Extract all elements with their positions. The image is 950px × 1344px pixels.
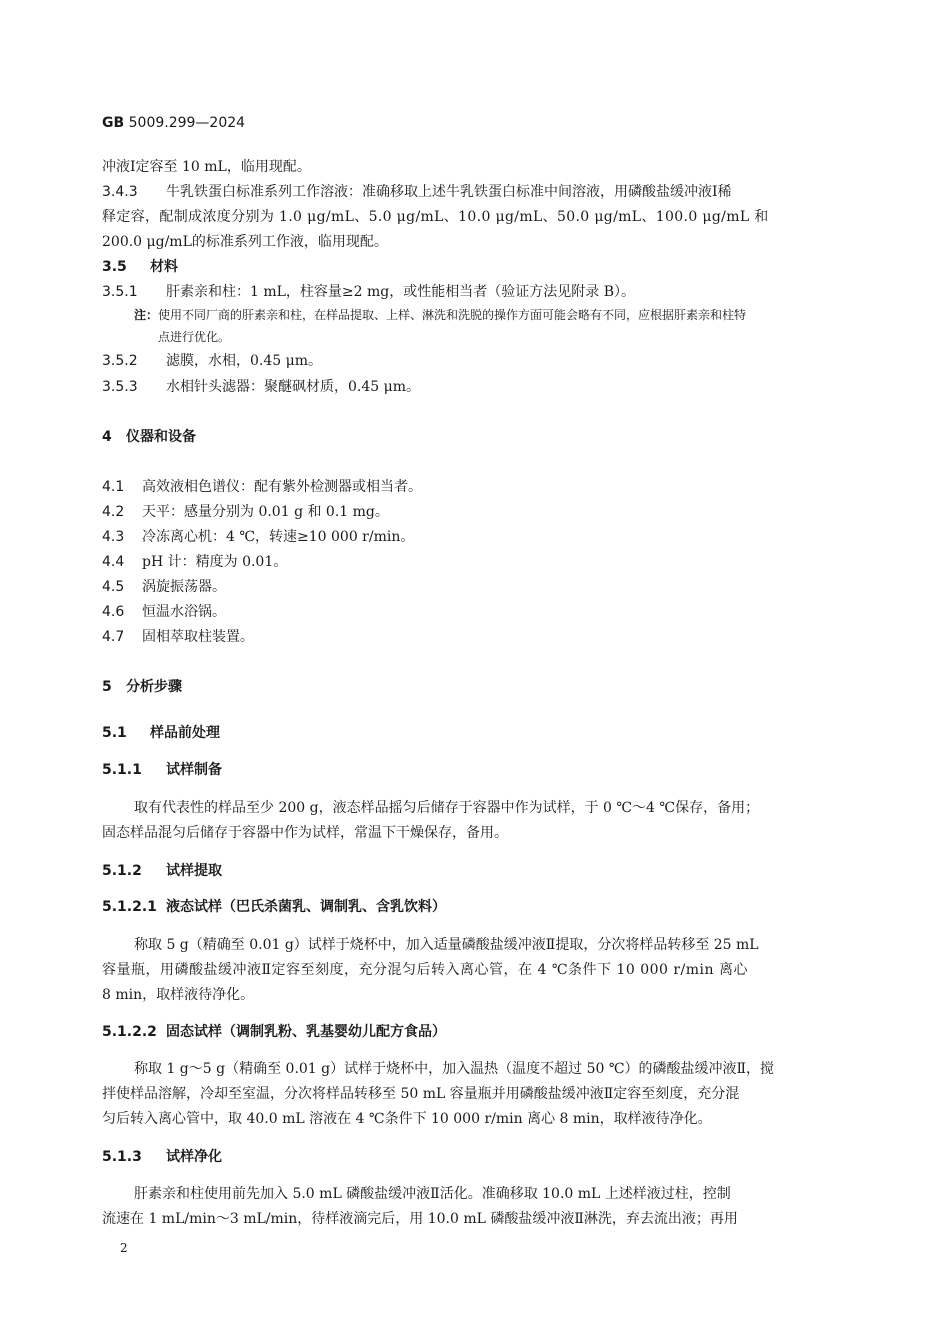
note-label: 注：: [134, 308, 159, 322]
clause-3-4-3: [102, 183, 732, 201]
text-line: 固相萃取柱装置。: [142, 629, 254, 645]
clause-4-2: [102, 503, 389, 521]
page-number: 2: [120, 1241, 128, 1255]
section-number: 5.1.2: [102, 863, 142, 879]
text-line: 冲液Ⅰ定容至 10 mL，临用现配。: [102, 159, 311, 175]
text-line: 固态样品混匀后储存于容器中作为试样，常温下干燥保存，备用。: [102, 825, 508, 841]
clause-number: 4.3: [102, 529, 125, 545]
clause-4-7: [102, 628, 254, 646]
clause-4-3: [102, 528, 414, 546]
text-line: 200.0 μg/mL的标准系列工作液，临用现配。: [102, 234, 388, 250]
section-number: 5.1.2.1: [102, 899, 157, 915]
standard-code: 5009.299—2024: [128, 115, 246, 131]
section-3-5-heading: [102, 258, 178, 276]
text-line: 肝素亲和柱使用前先加入 5.0 mL 磷酸盐缓冲液Ⅱ活化。准确移取 10.0 mL 上述样液过柱，控制: [134, 1186, 731, 1202]
text-line: 匀后转入离心管中，取 40.0 mL 溶液在 4 ℃条件下 10 000 r/min 离心 8 min，取样液待净化。: [102, 1111, 712, 1127]
text-line: 释定容，配制成浓度分别为 1.0 μg/mL、5.0 μg/mL、10.0 μg/mL、50.0 μg/mL、100.0 μg/mL 和: [102, 209, 769, 225]
text-line: 涡旋振荡器。: [142, 579, 226, 595]
clause-4-4: [102, 553, 287, 571]
clause-number: 4.1: [102, 479, 125, 495]
text-line: pH 计：精度为 0.01。: [142, 554, 288, 570]
text-line: 取有代表性的样品至少 200 g，液态样品摇匀后储存于容器中作为试样，于 0 ℃～4 ℃保存，备用；: [134, 800, 760, 816]
text-line: 冷冻离心机：4 ℃，转速≥10 000 r/min。: [142, 529, 415, 545]
section-5-1-3-heading: [102, 1148, 222, 1166]
section-number: 5.1.2.2: [102, 1024, 157, 1040]
clause-number: 4.4: [102, 554, 125, 570]
clause-4-6: [102, 603, 226, 621]
text-line: 容量瓶，用磷酸盐缓冲液Ⅱ定容至刻度，充分混匀后转入离心管，在 4 ℃条件下 10 000 r/min 离心: [102, 962, 748, 978]
text-line: 肝素亲和柱：1 mL，柱容量≥2 mg，或性能相当者（验证方法见附录 B）。: [166, 284, 635, 300]
text-line: 滤膜，水相，0.45 μm。: [166, 353, 322, 369]
text-line: 天平：感量分别为 0.01 g 和 0.1 mg。: [142, 504, 389, 520]
clause-number: 4.5: [102, 579, 125, 595]
section-5-1-2-heading: [102, 862, 222, 880]
text-line: 称取 5 g（精确至 0.01 g）试样于烧杯中，加入适量磷酸盐缓冲液Ⅱ提取，分次将样品转移至 25 mL: [134, 937, 759, 953]
section-5-heading: [102, 678, 182, 696]
clause-3-5-1: [102, 283, 635, 301]
text-line: 称取 1 g～5 g（精确至 0.01 g）试样于烧杯中，加入温热（温度不超过 50 ℃）的磷酸盐缓冲液Ⅱ，搅: [134, 1061, 775, 1077]
text-line: 水相针头滤器：聚醚砜材质，0.45 μm。: [166, 379, 420, 395]
section-title: 试样制备: [166, 762, 222, 778]
note-line: 点进行优化。: [158, 330, 231, 344]
clause-4-1: [102, 478, 422, 496]
text-line: 牛乳铁蛋白标准系列工作溶液：准确移取上述牛乳铁蛋白标准中间溶液，用磷酸盐缓冲液Ⅰ稀: [166, 184, 732, 200]
clause-number: 4.6: [102, 604, 125, 620]
text-line: 拌使样品溶解，冷却至室温，分次将样品转移至 50 mL 容量瓶并用磷酸盐缓冲液Ⅱ定容至刻度，充分混: [102, 1086, 740, 1102]
section-4-heading: [102, 428, 196, 446]
clause-3-5-3: [102, 378, 420, 396]
clause-number: 4.7: [102, 629, 125, 645]
clause-number: 4.2: [102, 504, 125, 520]
section-title: 仪器和设备: [126, 429, 196, 445]
section-title: 试样净化: [166, 1149, 222, 1165]
page-header: [102, 114, 245, 132]
section-title: 液态试样（巴氏杀菌乳、调制乳、含乳饮料）: [166, 899, 446, 915]
section-5-1-heading: [102, 724, 220, 742]
section-title: 材料: [150, 259, 178, 275]
section-title: 固态试样（调制乳粉、乳基婴幼儿配方食品）: [166, 1024, 446, 1040]
clause-number: 3.5.2: [102, 353, 138, 369]
section-title: 样品前处理: [150, 725, 220, 741]
note-line: [134, 307, 746, 323]
section-5-1-1-heading: [102, 761, 222, 779]
section-number: 3.5: [102, 259, 127, 275]
section-number: 5.1: [102, 725, 127, 741]
section-title: 分析步骤: [126, 679, 182, 695]
text-line: 高效液相色谱仪：配有紫外检测器或相当者。: [142, 479, 422, 495]
standard-prefix: GB: [102, 115, 125, 131]
section-5-1-2-1-heading: [102, 898, 446, 916]
clause-4-5: [102, 578, 226, 596]
text-line: 恒温水浴锅。: [142, 604, 226, 620]
clause-number: 3.4.3: [102, 184, 138, 200]
section-number: 5: [102, 679, 112, 695]
text-line: 流速在 1 mL/min～3 mL/min，待样液滴完后，用 10.0 mL 磷酸盐缓冲液Ⅱ淋洗，弃去流出液；再用: [102, 1211, 738, 1227]
section-number: 5.1.1: [102, 762, 142, 778]
clause-3-5-2: [102, 352, 322, 370]
section-number: 4: [102, 429, 112, 445]
text-line: 8 min，取样液待净化。: [102, 987, 255, 1003]
clause-number: 3.5.3: [102, 379, 138, 395]
note-text: 使用不同厂商的肝素亲和柱，在样品提取、上样、淋洗和洗脱的操作方面可能会略有不同，应根据肝素亲和柱特: [158, 308, 747, 322]
section-5-1-2-2-heading: [102, 1023, 446, 1041]
section-number: 5.1.3: [102, 1149, 142, 1165]
section-title: 试样提取: [166, 863, 222, 879]
clause-number: 3.5.1: [102, 284, 138, 300]
